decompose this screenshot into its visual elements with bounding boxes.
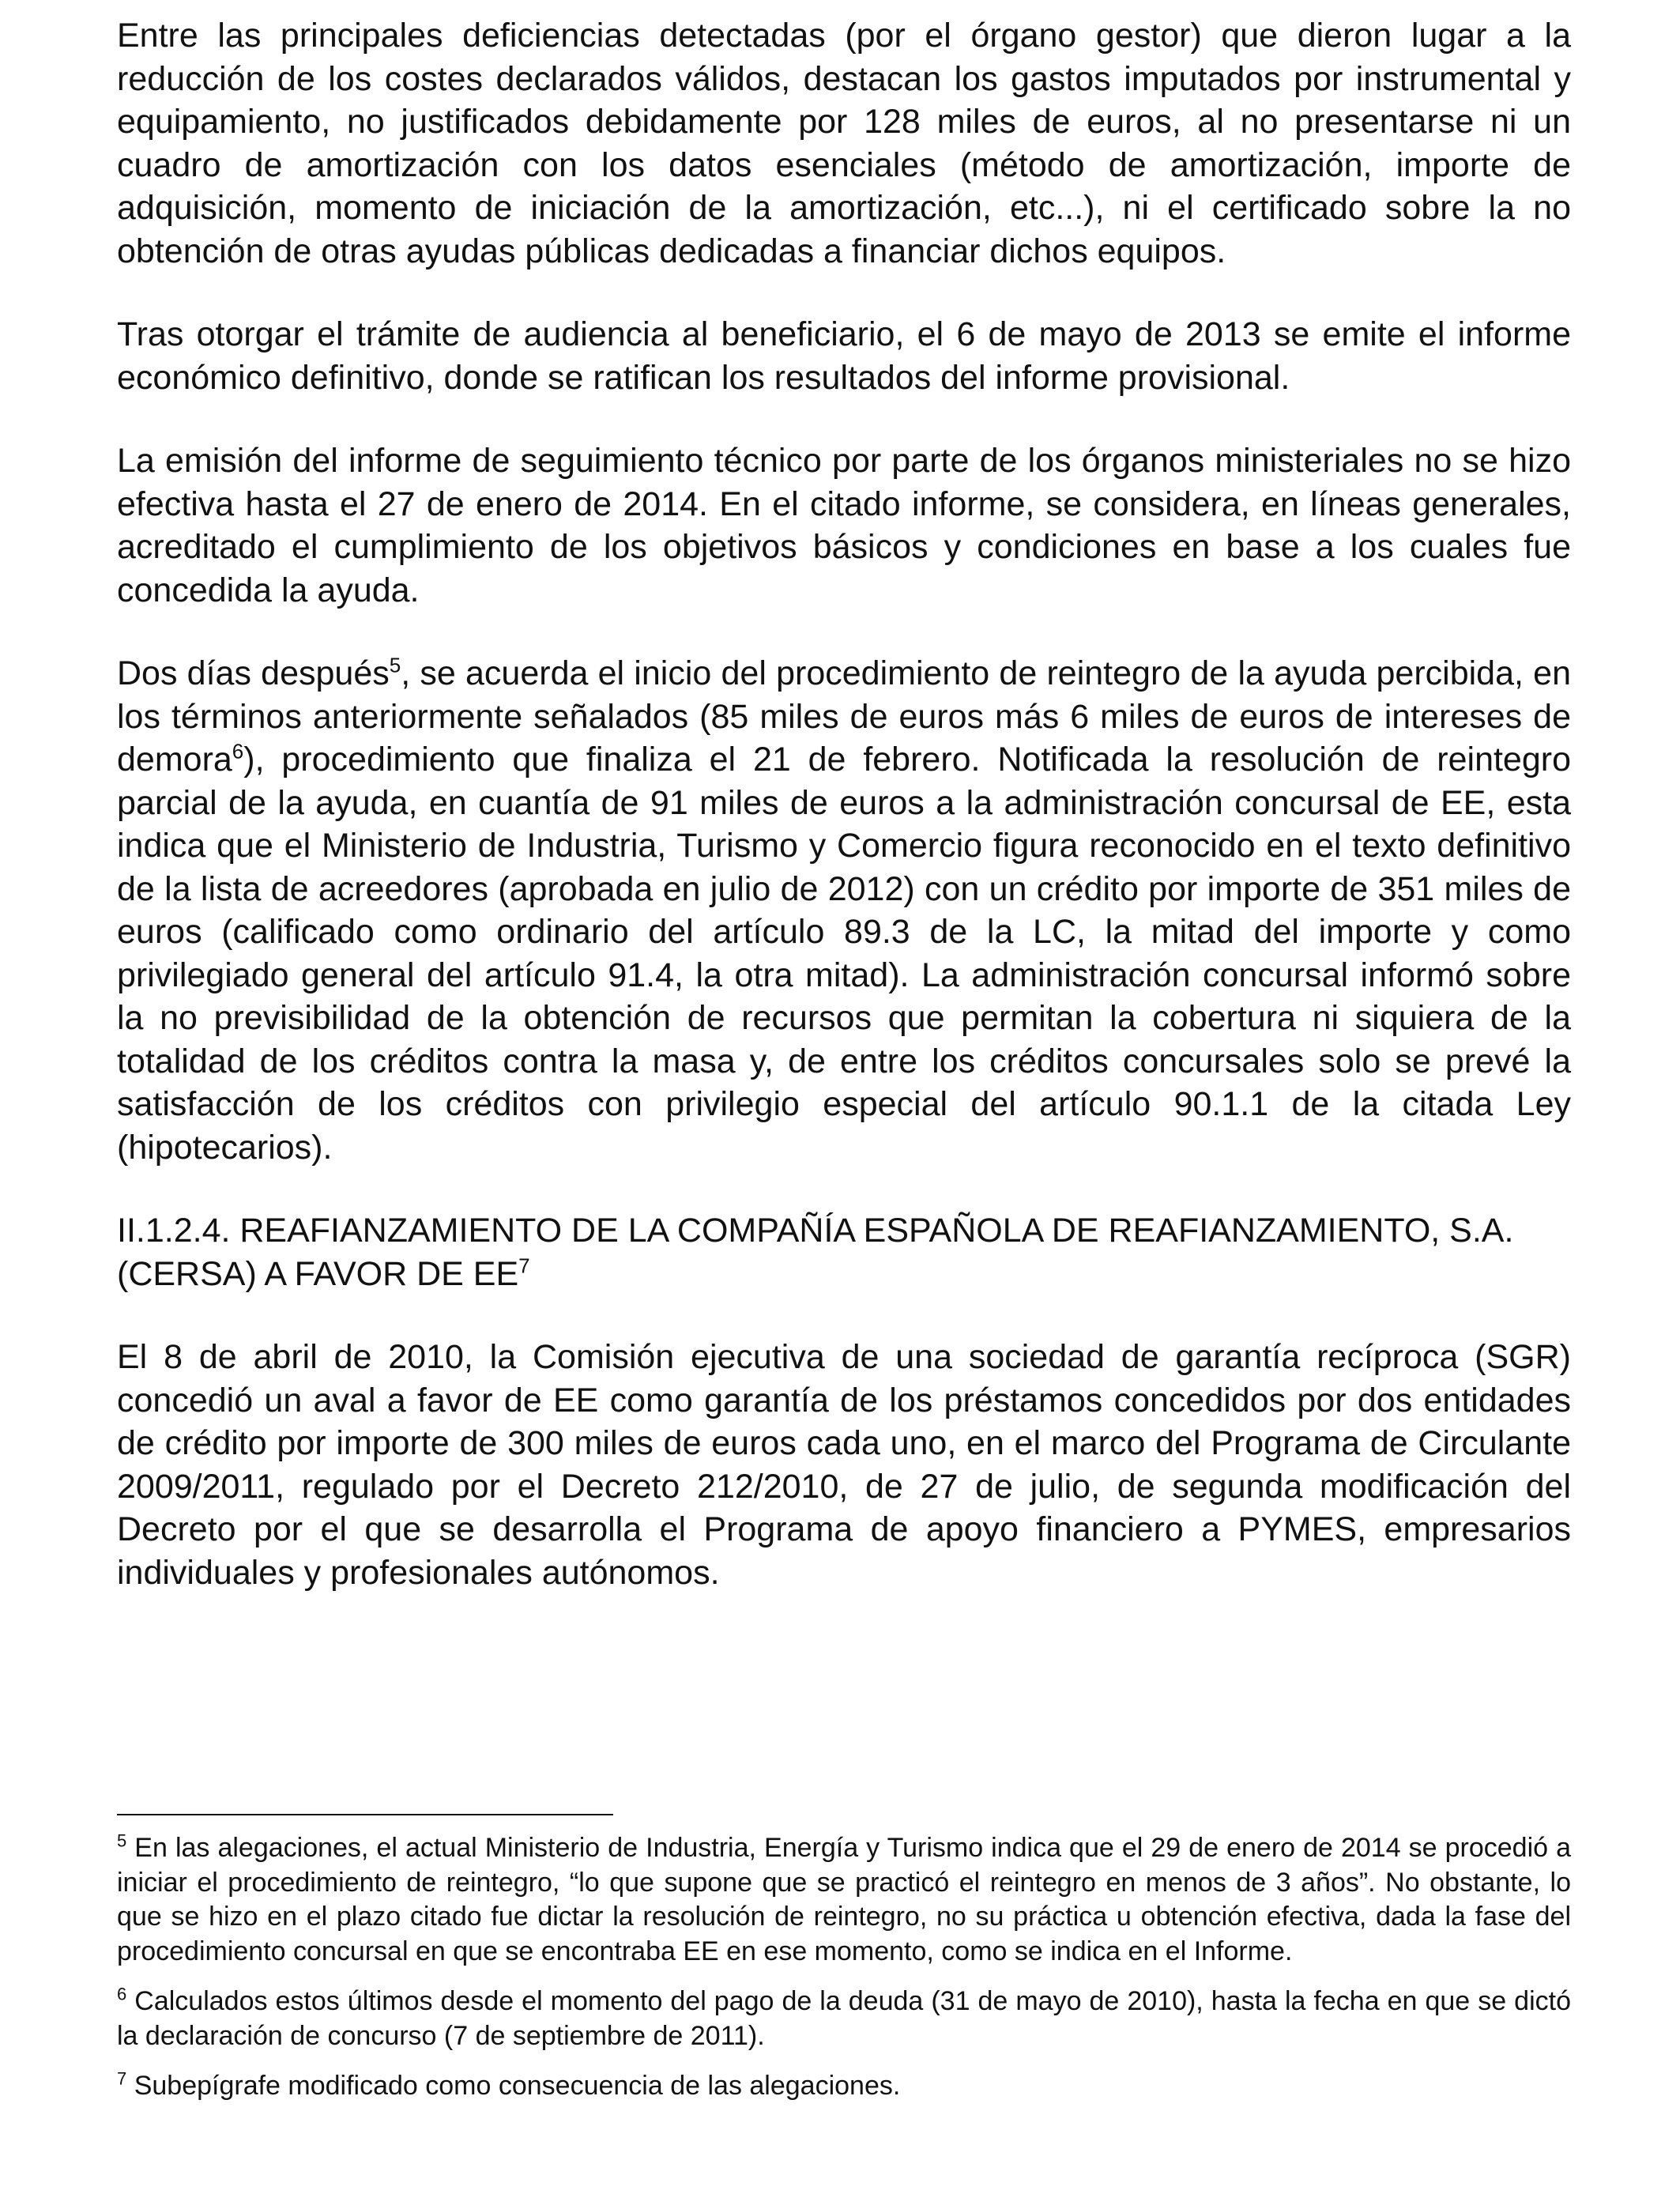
- document-body: [117, 14, 1571, 1634]
- footnote-ref-6[interactable]: 6: [232, 739, 244, 763]
- paragraph-reintegro-text-1: Dos días después: [117, 654, 390, 692]
- footnote-separator: [117, 1814, 613, 1815]
- footnote-number: 6: [117, 1984, 127, 2004]
- paragraph-deficiencias: Entre las principales deficiencias detectadas (por el órgano gestor) que dieron lugar a la reducción de los costes declarados válidos, destacan los gastos imputados por instrumental y equipamiento, no justificados debidamente por 128 miles de euros, al no presentarse ni un cuadro de amortización con los datos esenciales (método de amortización, importe de adquisición, momento de iniciación de la amortización, etc...), ni el certificado sobre la no obtención de otras ayudas públicas dedicadas a financiar dichos equipos.: [117, 17, 1571, 270]
- paragraph-aval-sgr: El 8 de abril de 2010, la Comisión ejecutiva de una sociedad de garantía recíproca (SGR) concedió un aval a favor de EE como garantía de los préstamos concedidos por dos entidades de crédito por importe de 300 miles de euros cada uno, en el marco del Programa de Circulante 2009/2011, regulado por el Decreto 212/2010, de 27 de julio, de segunda modificación del Decreto por el que se desarrolla el Programa de apoyo financiero a PYMES, empresarios individuales y profesionales autónomos.: [117, 1338, 1571, 1592]
- footnote-number: 5: [117, 1830, 127, 1851]
- footnote-6: [117, 1985, 1571, 2053]
- footnote-ref-5[interactable]: 5: [389, 653, 401, 677]
- paragraph-informe-seguimiento: La emisión del informe de seguimiento técnico por parte de los órganos ministeriales no se hizo efectiva hasta el 27 de enero de 2014. En el citado informe, se considera, en líneas generales, acreditado el cumplimiento de los objetivos básicos y condiciones en base a los cuales fue concedida la ayuda.: [117, 442, 1571, 609]
- footnote-text: Subepígrafe modificado como consecuencia de las alegaciones.: [126, 2071, 901, 2101]
- footnote-text: En las alegaciones, el actual Ministerio de Industria, Energía y Turismo indica que el 29 de enero de 2014 se procedió a iniciar el procedimiento de reintegro, “lo que supone que se practicó el reintegro en menos de 3 años”. No obstante, lo que se hizo en el plazo citado fue dictar la resolución de reintegro, no su práctica u obtención efectiva, dada la fase del procedimiento concursal en que se encontraba EE en ese momento, como se indica en el Informe.: [117, 1833, 1571, 1966]
- paragraph-tramite-audiencia: Tras otorgar el trámite de audiencia al beneficiario, el 6 de mayo de 2013 se emite el informe económico definitivo, donde se ratifican los resultados del informe provisional.: [117, 315, 1571, 397]
- footnote-7: [117, 2069, 1571, 2104]
- footnote-ref-7[interactable]: 7: [518, 1253, 530, 1278]
- footnote-number: 7: [117, 2068, 127, 2089]
- paragraph-reintegro: [117, 652, 1571, 1169]
- footnote-text: Calculados estos últimos desde el momento del pago de la deuda (31 de mayo de 2010), hasta la fecha en que se dictó la declaración de concurso (7 de septiembre de 2011).: [117, 1986, 1571, 2051]
- section-heading-text: II.1.2.4. REAFIANZAMIENTO DE LA COMPAÑÍA ESPAÑOLA DE REAFIANZAMIENTO, S.A. (CERSA) A FAVOR DE EE: [117, 1212, 1514, 1293]
- paragraph-reintegro-text-2: , se acuerda el inicio del procedimiento de reintegro de la ayuda percibida, en los términos anteriormente señalados (85 miles de euros más 6 miles de euros de intereses de demora: [117, 654, 1571, 778]
- footnotes-section: [117, 1814, 1571, 2120]
- section-heading: [117, 1209, 1571, 1295]
- paragraph-reintegro-text-3: ), procedimiento que finaliza el 21 de febrero. Notificada la resolución de reintegro parcial de la ayuda, en cuantía de 91 miles de euros a la administración concursal de EE, esta indica que el Ministerio de Industria, Turismo y Comercio figura reconocido en el texto definitivo de la lista de acreedores (aprobada en julio de 2012) con un crédito por importe de 351 miles de euros (calificado como ordinario del artículo 89.3 de la LC, la mitad del importe y como privilegiado general del artículo 91.4, la otra mitad). La administración concursal informó sobre la no previsibilidad de la obtención de recursos que permitan la cobertura ni siquiera de la totalidad de los créditos contra la masa y, de entre los créditos concursales solo se prevé la satisfacción de los créditos con privilegio especial del artículo 90.1.1 de la citada Ley (hipotecarios).: [117, 741, 1571, 1167]
- footnote-5: [117, 1831, 1571, 1969]
